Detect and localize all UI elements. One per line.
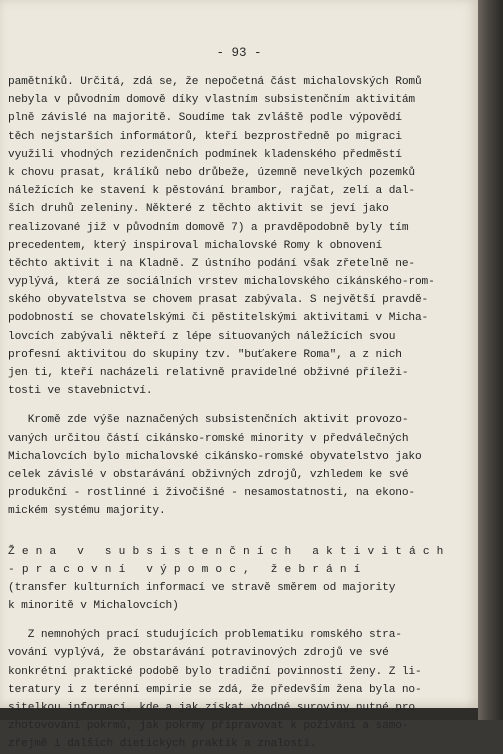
paragraph-3 bbox=[8, 626, 470, 753]
text-line: vaných určitou částí cikánsko-romské minority v předválečných bbox=[8, 432, 409, 445]
text-line: precedentem, který inspiroval michalovské Romy k obnovení bbox=[8, 239, 383, 252]
page-edge bbox=[478, 0, 503, 720]
text-line: náležících ke stavení k pěstování brambor, rajčat, zelí a dal- bbox=[8, 185, 415, 198]
heading-subtitle-line: k minoritě v Michalovcích) bbox=[8, 600, 179, 613]
text-line: plně závislé na majoritě. Soudíme tak zvláště podle výpovědí bbox=[8, 112, 402, 125]
text-line: mickém systému majority. bbox=[8, 505, 166, 518]
heading-line: Ž e n a v s u b s i s t e n č n í c h a k t i v i t á c h bbox=[8, 545, 444, 558]
text-line: těch nejstarších informátorů, kteří bezprostředně po migraci bbox=[8, 130, 402, 143]
heading-line: - p r a c o v n í v ý p o m o c , ž e b r á n í bbox=[8, 563, 361, 576]
section-heading bbox=[8, 543, 470, 616]
heading-subtitle-line: (transfer kulturních informací ve stravě směrem od majority bbox=[8, 581, 396, 594]
paragraph-gap bbox=[8, 400, 470, 411]
text-line: teratury i z terénní empirie se zdá, že především žena byla no- bbox=[8, 683, 422, 696]
text-line: Kromě zde výše naznačených subsistenčních aktivit provozo- bbox=[8, 414, 409, 427]
text-line: Z nemnohých prací studujících problematiku romského stra- bbox=[8, 629, 402, 642]
text-line: tosti ve stavebnictví. bbox=[8, 385, 153, 398]
page-number: - 93 - bbox=[216, 46, 262, 60]
text-line: těchto aktivit i na Kladně. Z ústního podání však zřetelně ne- bbox=[8, 257, 415, 270]
text-line: vyplývá, která ze sociálních vrstev michalovského cikánského-rom- bbox=[8, 276, 435, 289]
paragraph-1 bbox=[8, 73, 470, 400]
text-line: podobností se chovatelskými či pěstitelskými aktivitami v Micha- bbox=[8, 312, 429, 325]
text-line: realizované již v původním domově 7) a pravděpodobně byly tím bbox=[8, 221, 409, 234]
text-line: ského obyvatelstva se chovem prasat zabývala. S největší pravdě- bbox=[8, 294, 429, 307]
text-line: využili vhodných rezidenčních podmínek kladenského předměstí bbox=[8, 148, 402, 161]
text-line: nebyla v původním domově díky vlastním subsistenčním aktivitám bbox=[8, 94, 415, 107]
text-line: lovcích zabývali někteří z lépe situovaných náležících svou bbox=[8, 330, 396, 343]
text-line: konkrétní praktické podobě bylo tradiční povinností ženy. Z li- bbox=[8, 665, 422, 678]
paragraph-2 bbox=[8, 411, 470, 520]
text-line: sitelkou informací, kde a jak získat vhodné suroviny nutné pro bbox=[8, 702, 415, 714]
text-line: pamětníků. Určitá, zdá se, že nepočetná část michalovských Romů bbox=[8, 76, 422, 88]
text-line: profesní aktivitou do skupiny tzv. "buťakere Roma", a z nich bbox=[8, 348, 402, 361]
text-line: produkční - rostlinné i živočišné - nesamostatnosti, na ekono- bbox=[8, 487, 415, 500]
text-line: k chovu prasat, králíků nebo drůbeže, územně nevelkých pozemků bbox=[8, 166, 415, 179]
text-line: jen ti, kteří nacházeli relativně pravidelné obživné příleži- bbox=[8, 367, 409, 379]
text-line: Michalovcích bylo michalovské cikánsko-romské obyvatelstvo jako bbox=[8, 450, 422, 463]
text-line: zhotovování pokrmů, jak pokrmy připravovat k požívání a samo- bbox=[8, 720, 409, 733]
text-line: celek závislé v obstarávání obživných zdrojů, vzhledem ke své bbox=[8, 468, 409, 481]
paragraph-gap bbox=[8, 615, 470, 626]
text-line: ších druhů zeleniny. Některé z těchto aktivit se jeví jako bbox=[8, 203, 389, 216]
text-line: zřejmě i dalších dietických praktik a znalostí. bbox=[8, 738, 317, 751]
section-gap bbox=[8, 521, 470, 543]
document-body bbox=[8, 73, 470, 754]
text-line: vování vyplývá, že obstarávání potravinových zdrojů ve své bbox=[8, 647, 389, 660]
